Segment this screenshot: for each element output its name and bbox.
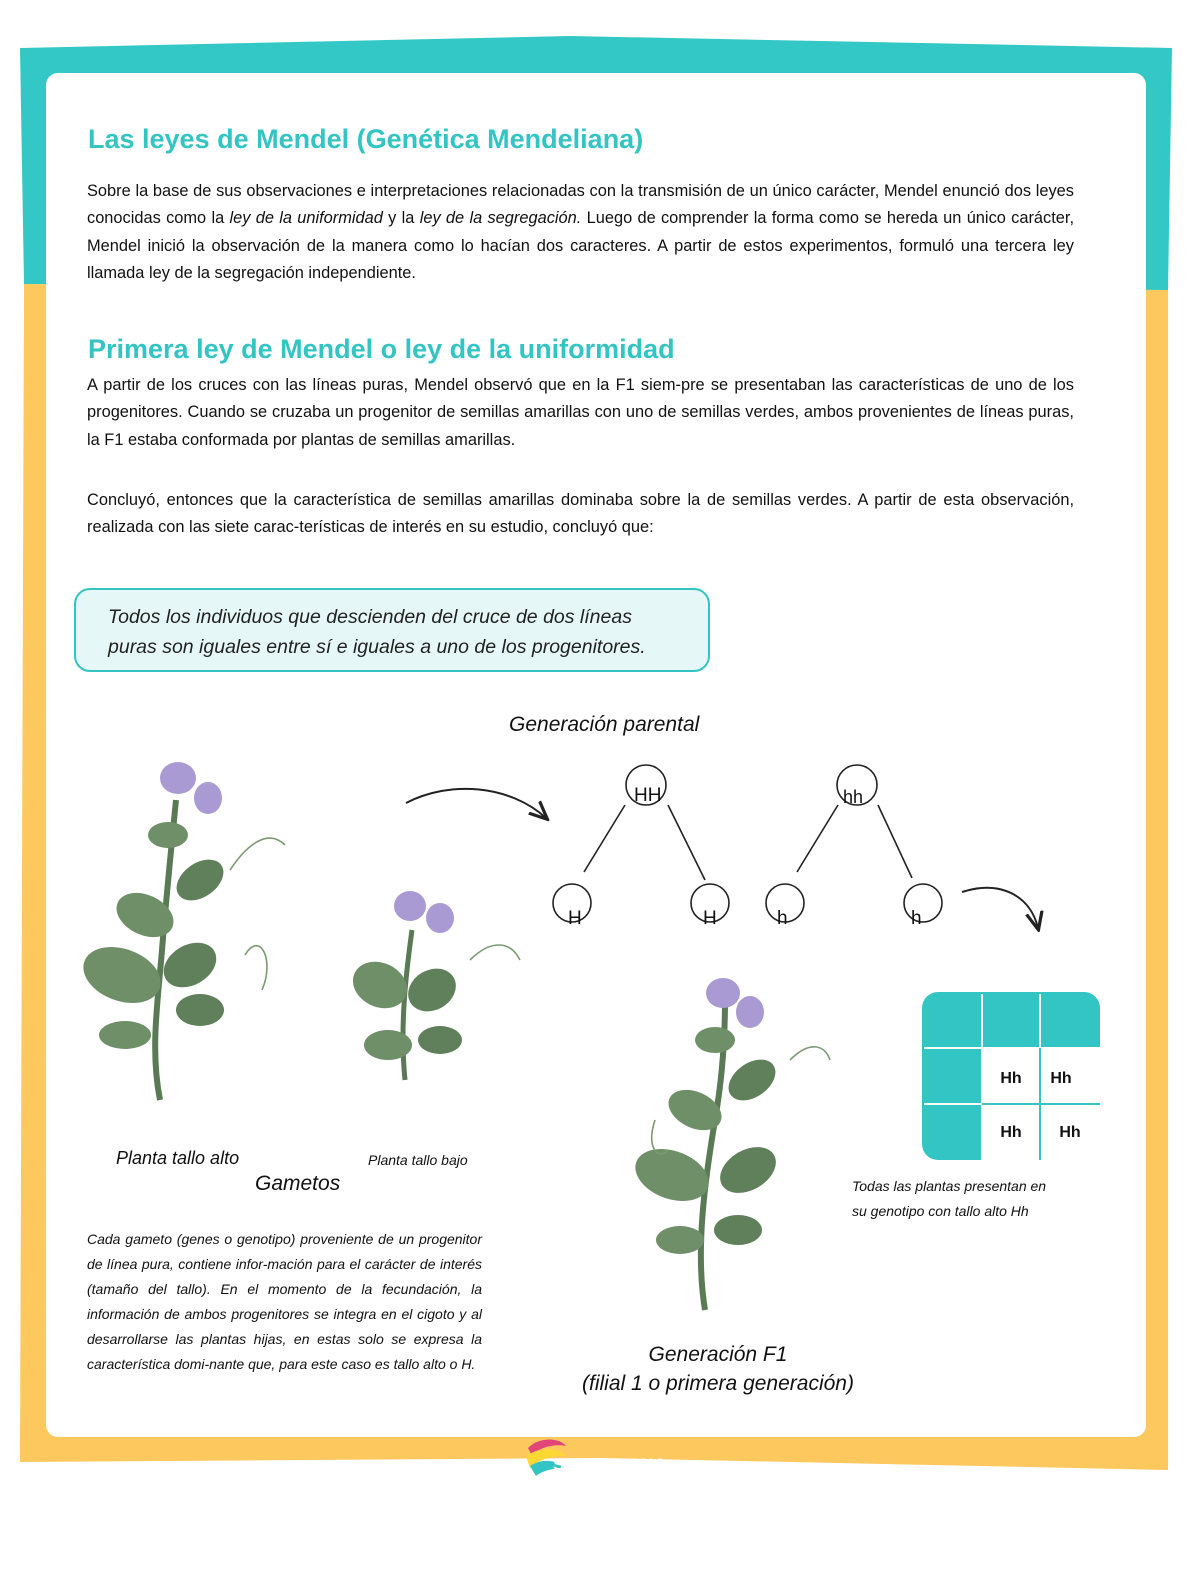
tall-plant-illustration xyxy=(76,762,285,1100)
branch-line xyxy=(584,805,625,872)
gametes-explanation: Cada gameto (genes o genotipo) proveniente de un progenitor de línea pura, contiene infor-mación para el carácter de interés (tamaño del tallo). En el momento de la fecundación, la información de ambos progenitores se integra en el cigoto y al desarrollarse las plantas hijas, en estas solo se expresa la característica domi-nante que, para este caso es tallo alto o H. xyxy=(87,1231,482,1372)
branch-line xyxy=(878,805,912,878)
punnett-cell: Hh xyxy=(1000,1070,1022,1087)
gamete-label: h xyxy=(777,908,788,929)
section-title: Primera ley de Mendel o ley de la uniformidad xyxy=(88,334,675,364)
punnett-note-line-2: su genotipo con tallo alto Hh xyxy=(852,1203,1029,1219)
intro-law-segregation: ley de la segregación. xyxy=(419,209,582,228)
intro-text-2: y la xyxy=(382,209,420,228)
section-paragraph-2: Concluyó, entonces que la característica de semillas amarillas dominaba sobre la de semillas verdes. A partir de esta observación, realizada con las siete carac-terísticas de interés en su estudio, concluyó que: xyxy=(87,491,1074,537)
gamete-label: H xyxy=(568,908,582,929)
santillana-logo-text: SANTILLANA xyxy=(553,1455,667,1474)
callout-line-1: Todos los individuos que descienden del cruce de dos líneas xyxy=(108,606,632,628)
intro-text-1: Sobre la base de sus observaciones e interpretaciones relacionadas con la transmisión de un único carácter, Mendel enunció dos leyes conocidas como la xyxy=(87,182,1074,228)
parent1-genotype: HH xyxy=(634,785,662,806)
tall-plant-label: Planta tallo alto xyxy=(116,1148,240,1168)
arrow-to-parental xyxy=(406,789,546,818)
branch-line xyxy=(668,805,705,880)
f1-plant-illustration xyxy=(628,978,830,1310)
punnett-note-line-1: Todas las plantas presentan en xyxy=(852,1178,1047,1194)
section-paragraph-1: A partir de los cruces con las líneas puras, Mendel observó que en la F1 siem-pre se presentaban las características de uno de los progenitores. Cuando se cruzaba un progenitor de semillas amarillas con uno de semillas verdes, ambos provenientes de líneas puras, la F1 estaba conformada por plantas de semillas amarillas. xyxy=(87,376,1074,449)
f1-label-line-1: Generación F1 xyxy=(648,1343,788,1366)
punnett-cell: Hh xyxy=(1050,1070,1072,1087)
punnett-cell: Hh xyxy=(1059,1124,1081,1141)
page-title: Las leyes de Mendel (Genética Mendeliana) xyxy=(88,124,644,154)
branch-line xyxy=(797,805,838,872)
intro-text-3: Luego de comprender la forma como se hereda un único carácter, Mendel inició la observación de la manera como lo hacían dos caracteres. A partir de estos experimentos, formuló una tercera ley llamada ley de la segregación independiente. xyxy=(87,209,1075,283)
parent2-genotype: hh xyxy=(843,787,864,807)
f1-label-line-2: (filial 1 o primera generación) xyxy=(582,1372,854,1395)
punnett-note xyxy=(852,1174,1046,1224)
parental-generation-label: Generación parental xyxy=(509,713,700,736)
arrow-to-punnett xyxy=(962,888,1038,928)
gamete-label: H xyxy=(703,908,717,929)
short-plant-illustration xyxy=(345,891,520,1080)
intro-law-uniformity: ley de la uniformidad xyxy=(229,209,383,228)
gamete-circle xyxy=(904,884,942,922)
punnett-cell: Hh xyxy=(1000,1124,1022,1141)
callout-line-2: puras son iguales entre sí e iguales a uno de los progenitores. xyxy=(108,636,646,658)
f1-label xyxy=(540,1340,896,1398)
gametes-label: Gametos xyxy=(255,1172,341,1195)
gamete-label: h xyxy=(911,908,922,929)
short-plant-label: Planta tallo bajo xyxy=(368,1152,468,1168)
